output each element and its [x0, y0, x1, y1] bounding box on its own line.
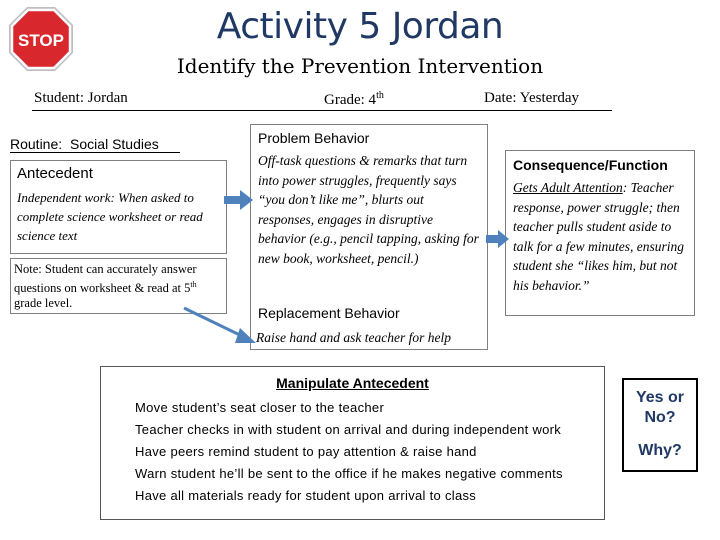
svg-text:STOP: STOP — [18, 31, 64, 50]
why-label: Why? — [638, 442, 682, 459]
problem-behavior-title: Problem Behavior — [258, 130, 370, 146]
manipulate-antecedent-box — [100, 366, 605, 520]
routine-value: Social Studies — [70, 136, 159, 152]
problem-behavior-box — [250, 124, 488, 350]
note-text: Note: Student can accurately answer questions on worksheet & read at 5th grade level. — [14, 262, 197, 311]
consequence-text: Gets Adult Attention: Teacher response, power struggle; then teacher pulls student aside to talk for a few minutes, ensuring student she “likes him, but not his behavior.” — [513, 180, 684, 293]
replacement-behavior-title: Replacement Behavior — [258, 305, 400, 321]
consequence-box — [505, 150, 695, 316]
list-item: Warn student he’ll be sent to the office if he makes negative comments — [135, 466, 563, 481]
consequence-function: Gets Adult Attention — [513, 180, 623, 195]
list-item: Have all materials ready for student upon arrival to class — [135, 488, 477, 503]
list-item: Have peers remind student to pay attention & raise hand — [135, 444, 477, 459]
antecedent-text: Independent work: When asked to complete science worksheet or read science text — [17, 190, 203, 243]
list-item: Move student’s seat closer to the teacher — [135, 400, 385, 415]
yes-no-question: Yes or No? — [635, 389, 685, 426]
student-name: Student: Jordan — [34, 90, 128, 106]
arrow-note-to-replacement — [180, 305, 260, 350]
antecedent-title: Antecedent — [17, 165, 93, 182]
antecedent-box — [10, 160, 227, 254]
arrow-behavior-to-consequence — [486, 230, 510, 248]
routine-label: Routine: — [10, 136, 63, 152]
routine-line — [10, 136, 180, 153]
date-field: Date: Yesterday — [484, 90, 579, 106]
yes-no-box — [622, 378, 698, 472]
page-title: Activity 5 Jordan — [216, 6, 504, 47]
page-subtitle: Identify the Prevention Intervention — [176, 54, 544, 78]
consequence-title: Consequence/Function — [513, 157, 668, 173]
grade-field: Grade: 4th — [324, 90, 384, 108]
problem-behavior-text: Off-task questions & remarks that turn into power struggles, frequently says “you don’t like me”, blurts out responses, engages in disruptive behavior (e.g., pencil tapping, asking for new book, worksheet, pencil.) — [258, 153, 479, 266]
list-item: Teacher checks in with student on arrival and during independent work — [135, 422, 562, 437]
manipulate-antecedent-list — [101, 397, 601, 507]
student-info-line — [32, 90, 612, 111]
arrow-antecedent-to-behavior — [224, 190, 254, 210]
replacement-behavior-text: Raise hand and ask teacher for help — [256, 330, 451, 345]
manipulate-antecedent-title: Manipulate Antecedent — [276, 375, 429, 391]
